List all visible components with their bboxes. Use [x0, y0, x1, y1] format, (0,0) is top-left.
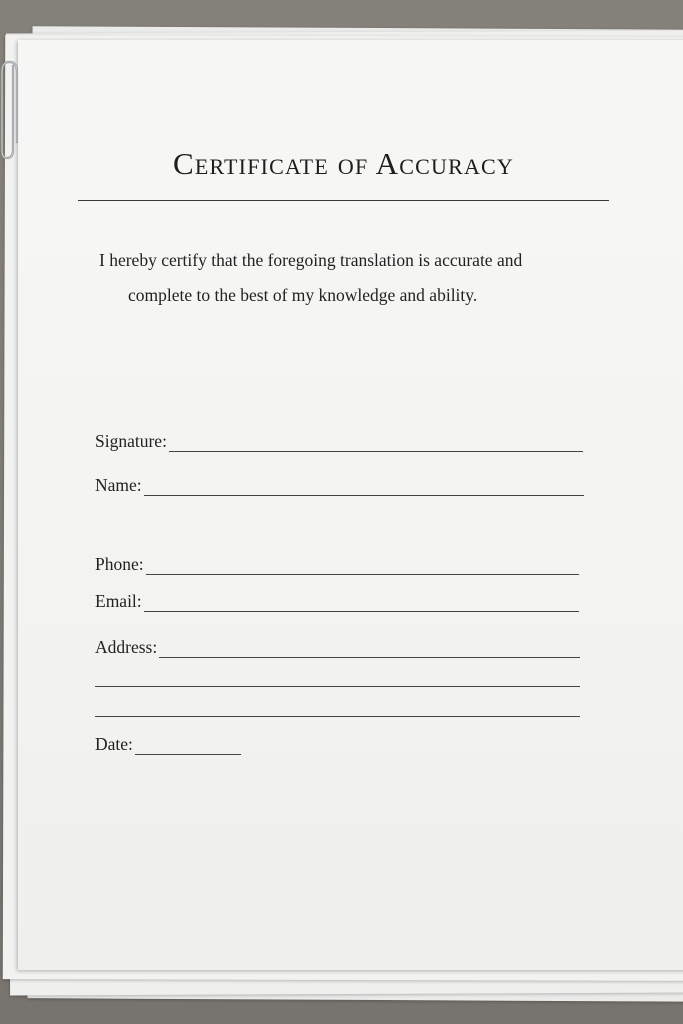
name-field[interactable] [95, 472, 584, 496]
title-divider [78, 200, 609, 201]
phone-field[interactable] [95, 551, 579, 575]
phone-line[interactable] [146, 573, 579, 575]
paperclip-icon [1, 58, 19, 162]
address-line-1[interactable] [159, 656, 580, 658]
date-field[interactable] [95, 731, 241, 755]
name-label: Name: [95, 474, 142, 495]
address-field[interactable] [95, 634, 580, 658]
email-line[interactable] [144, 610, 579, 612]
address-label: Address: [95, 636, 158, 657]
signature-label: Signature: [95, 430, 167, 451]
email-label: Email: [95, 590, 142, 611]
certification-statement-line-2: complete to the best of my knowledge and ability. [128, 285, 478, 305]
signature-field[interactable] [95, 428, 583, 452]
date-label: Date: [95, 733, 133, 754]
phone-label: Phone: [95, 553, 144, 574]
date-line[interactable] [135, 753, 241, 755]
page-title: Certificate of Accuracy [172, 146, 515, 181]
signature-line[interactable] [169, 450, 583, 452]
address-line-3[interactable] [95, 716, 580, 717]
certification-statement-line-1: I hereby certify that the foregoing translation is accurate and [99, 250, 523, 270]
name-line[interactable] [144, 494, 584, 496]
email-field[interactable] [95, 588, 579, 612]
address-line-2[interactable] [95, 686, 580, 687]
